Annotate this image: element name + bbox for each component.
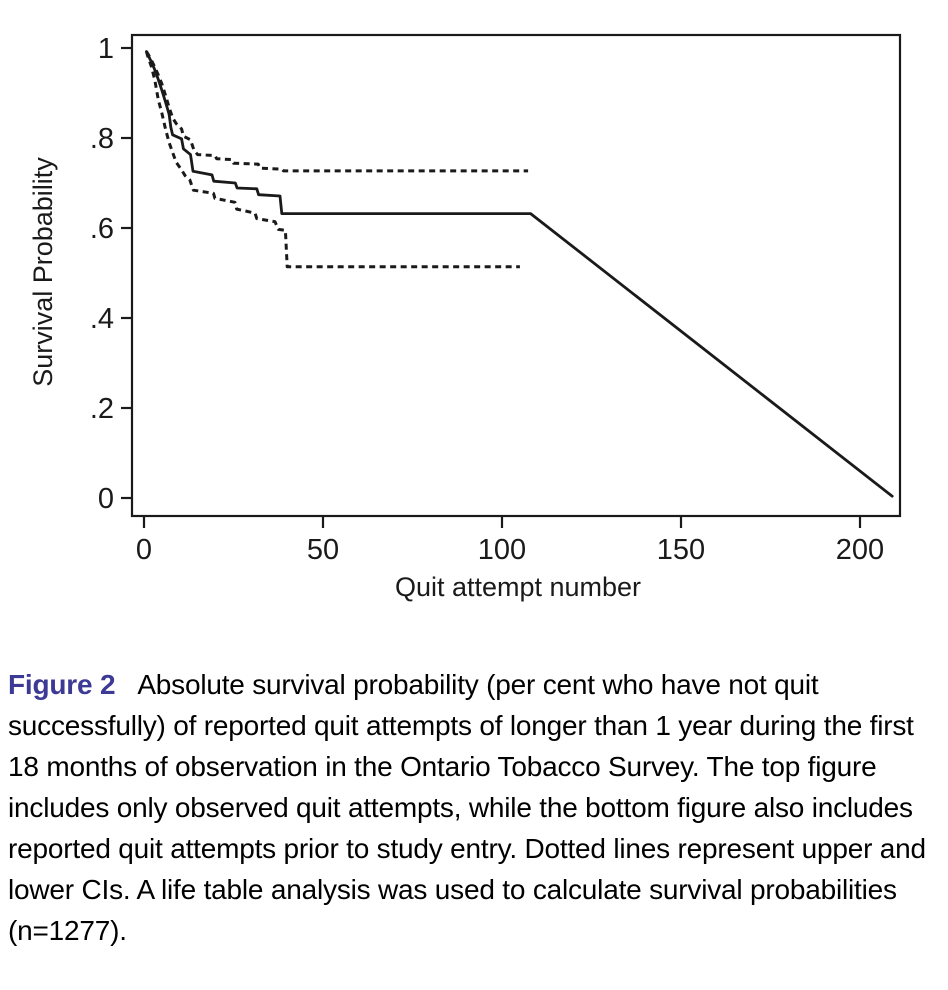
plot-area — [90, 33, 900, 566]
series-upper-ci — [147, 52, 529, 171]
plot-frame — [132, 35, 900, 516]
y-tick-label: .4 — [89, 303, 114, 335]
figure-caption — [8, 664, 930, 951]
x-tick-label: 100 — [477, 534, 527, 566]
x-tick-label: 150 — [656, 534, 706, 566]
x-tick-label: 50 — [306, 534, 340, 566]
series-lower-ci — [147, 52, 520, 267]
x-tick-label: 0 — [135, 534, 153, 566]
x-tick-label: 200 — [835, 534, 885, 566]
y-tick-label: .6 — [89, 213, 114, 245]
figure-label: Figure 2 — [8, 669, 116, 700]
y-tick-label: 1 — [97, 33, 114, 65]
caption-text: Absolute survival probability (per cent who have not quit successfully) of reported quit attempts of longer than 1 year during the first 18 months of observation in the Ontario Tobacco Survey. The top figure includes only observed quit attempts, while the bottom figure also includes reported quit attempts prior to study entry. Dotted lines represent upper and lower CIs. A life table analysis was used to calculate survival probabilities (n=1277). — [8, 669, 926, 946]
y-axis-title: Survival Probability — [28, 157, 58, 387]
series-survival-estimate — [147, 52, 893, 497]
x-axis-title: Quit attempt number — [394, 572, 642, 602]
y-tick-label: .8 — [89, 123, 114, 155]
y-tick-label: 0 — [97, 483, 114, 515]
y-tick-label: .2 — [89, 393, 114, 425]
